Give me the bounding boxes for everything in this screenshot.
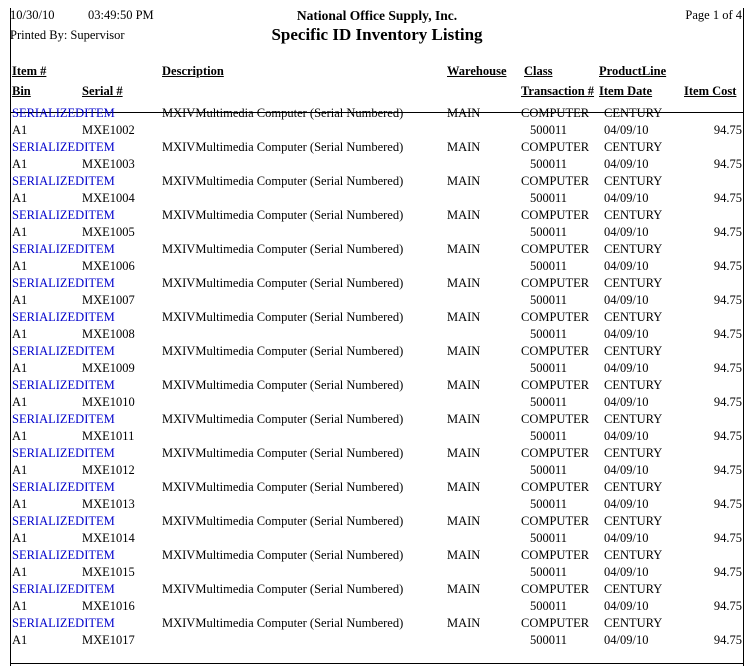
cell-item-date: 04/09/10 [604,633,649,647]
cell-bin: A1 [12,157,28,171]
cell-transaction: 500011 [530,259,568,273]
cell-transaction: 500011 [530,429,568,443]
cell-transaction: 500011 [530,633,568,647]
cell-class: COMPUTER [521,344,590,358]
cell-serial: MXE1010 [82,395,135,409]
cell-transaction: 500011 [530,191,568,205]
cell-item-date: 04/09/10 [604,293,649,307]
cell-item-cost: 94.75 [713,361,742,375]
cell-product-line: CENTURY [604,276,663,290]
cell-description: MXIVMultimedia Computer (Serial Numbered) [162,174,404,188]
left-border [10,8,11,666]
cell-item-date: 04/09/10 [604,361,649,375]
cell-bin: A1 [12,565,28,579]
cell-warehouse: MAIN [447,446,481,460]
cell-item-cost: 94.75 [713,259,742,273]
cell-bin: A1 [12,463,28,477]
cell-serial: MXE1013 [82,497,135,511]
cell-class: COMPUTER [521,582,590,596]
cell-warehouse: MAIN [447,276,481,290]
cell-warehouse: MAIN [447,242,481,256]
cell-item-date: 04/09/10 [604,259,649,273]
cell-item[interactable]: SERIALIZEDITEM [12,208,115,222]
cell-product-line: CENTURY [604,140,663,154]
cell-item-cost: 94.75 [713,327,742,341]
cell-warehouse: MAIN [447,208,481,222]
cell-product-line: CENTURY [604,446,663,460]
cell-bin: A1 [12,327,28,341]
cell-serial: MXE1016 [82,599,135,613]
cell-class: COMPUTER [521,548,590,562]
cell-item-cost: 94.75 [713,429,742,443]
cell-product-line: CENTURY [604,412,663,426]
table-row[interactable] [0,446,754,480]
cell-item-date: 04/09/10 [604,463,649,477]
cell-serial: MXE1005 [82,225,135,239]
cell-item-date: 04/09/10 [604,565,649,579]
cell-transaction: 500011 [530,327,568,341]
cell-bin: A1 [12,497,28,511]
cell-item-cost: 94.75 [713,293,742,307]
page-indicator: Page 1 of 4 [685,8,742,22]
cell-product-line: CENTURY [604,514,663,528]
cell-warehouse: MAIN [447,616,481,630]
cell-description: MXIVMultimedia Computer (Serial Numbered) [162,344,404,358]
column-headers [0,64,754,104]
cell-warehouse: MAIN [447,378,481,392]
cell-description: MXIVMultimedia Computer (Serial Numbered) [162,616,404,630]
cell-description: MXIVMultimedia Computer (Serial Numbered) [162,276,404,290]
cell-item-cost: 94.75 [713,225,742,239]
cell-item[interactable]: SERIALIZEDITEM [12,514,115,528]
cell-description: MXIVMultimedia Computer (Serial Numbered) [162,480,404,494]
cell-class: COMPUTER [521,208,590,222]
cell-item-date: 04/09/10 [604,327,649,341]
cell-item[interactable]: SERIALIZEDITEM [12,276,115,290]
cell-product-line: CENTURY [604,480,663,494]
cell-serial: MXE1008 [82,327,135,341]
cell-serial: MXE1009 [82,361,135,375]
cell-class: COMPUTER [521,174,590,188]
cell-bin: A1 [12,361,28,375]
cell-transaction: 500011 [530,531,568,545]
cell-class: COMPUTER [521,616,590,630]
cell-description: MXIVMultimedia Computer (Serial Numbered) [162,310,404,324]
cell-product-line: CENTURY [604,310,663,324]
column-header-serial: Serial # [82,84,123,98]
cell-item-date: 04/09/10 [604,191,649,205]
cell-class: COMPUTER [521,106,590,120]
cell-product-line: CENTURY [604,378,663,392]
cell-serial: MXE1017 [82,633,135,647]
cell-description: MXIVMultimedia Computer (Serial Numbered) [162,378,404,392]
cell-transaction: 500011 [530,157,568,171]
cell-product-line: CENTURY [604,548,663,562]
cell-item[interactable]: SERIALIZEDITEM [12,446,115,460]
cell-bin: A1 [12,531,28,545]
table-row[interactable] [0,582,754,616]
cell-warehouse: MAIN [447,480,481,494]
cell-warehouse: MAIN [447,412,481,426]
table-row[interactable] [0,140,754,174]
table-row[interactable] [0,480,754,514]
cell-warehouse: MAIN [447,344,481,358]
cell-warehouse: MAIN [447,174,481,188]
cell-product-line: CENTURY [604,208,663,222]
column-header-bin: Bin [12,84,31,98]
cell-description: MXIVMultimedia Computer (Serial Numbered) [162,106,404,120]
cell-product-line: CENTURY [604,174,663,188]
cell-item-date: 04/09/10 [604,599,649,613]
cell-bin: A1 [12,259,28,273]
report-header-second [0,25,754,50]
cell-serial: MXE1014 [82,531,135,545]
cell-item-date: 04/09/10 [604,225,649,239]
report-title: Specific ID Inventory Listing [271,25,483,44]
cell-transaction: 500011 [530,463,568,477]
cell-description: MXIVMultimedia Computer (Serial Numbered) [162,412,404,426]
cell-bin: A1 [12,293,28,307]
cell-item-cost: 94.75 [713,599,742,613]
cell-description: MXIVMultimedia Computer (Serial Numbered) [162,446,404,460]
cell-serial: MXE1004 [82,191,135,205]
cell-warehouse: MAIN [447,140,481,154]
cell-item-cost: 94.75 [713,565,742,579]
column-header-item-date: Item Date [599,84,653,98]
cell-product-line: CENTURY [604,106,663,120]
table-row[interactable] [0,344,754,378]
cell-transaction: 500011 [530,361,568,375]
cell-transaction: 500011 [530,599,568,613]
cell-item-cost: 94.75 [713,157,742,171]
cell-class: COMPUTER [521,446,590,460]
cell-class: COMPUTER [521,514,590,528]
cell-warehouse: MAIN [447,548,481,562]
cell-transaction: 500011 [530,293,568,307]
report-time: 03:49:50 PM [88,8,154,22]
cell-serial: MXE1015 [82,565,135,579]
column-header-class: Class [524,64,553,78]
table-row[interactable] [0,378,754,412]
cell-warehouse: MAIN [447,310,481,324]
cell-serial: MXE1011 [82,429,135,443]
table-row[interactable] [0,208,754,242]
cell-class: COMPUTER [521,378,590,392]
cell-item-date: 04/09/10 [604,157,649,171]
cell-serial: MXE1006 [82,259,135,273]
report-date: 10/30/10 [10,8,55,22]
printed-by: Printed By: Supervisor [10,28,125,42]
cell-item-cost: 94.75 [713,633,742,647]
cell-serial: MXE1007 [82,293,135,307]
cell-product-line: CENTURY [604,582,663,596]
cell-transaction: 500011 [530,497,568,511]
table-row[interactable] [0,616,754,650]
cell-bin: A1 [12,395,28,409]
report-page [0,8,754,666]
cell-item-cost: 94.75 [713,395,742,409]
table-row[interactable] [0,310,754,344]
cell-description: MXIVMultimedia Computer (Serial Numbered) [162,140,404,154]
cell-warehouse: MAIN [447,514,481,528]
report-rows [0,106,754,650]
table-row[interactable] [0,242,754,276]
cell-warehouse: MAIN [447,582,481,596]
cell-class: COMPUTER [521,242,590,256]
cell-transaction: 500011 [530,395,568,409]
cell-class: COMPUTER [521,310,590,324]
column-header-description: Description [162,64,224,78]
cell-description: MXIVMultimedia Computer (Serial Numbered) [162,514,404,528]
column-header-item: Item # [12,64,47,78]
cell-description: MXIVMultimedia Computer (Serial Numbered) [162,582,404,596]
cell-class: COMPUTER [521,412,590,426]
cell-item[interactable]: SERIALIZEDITEM [12,140,115,154]
cell-item[interactable]: SERIALIZEDITEM [12,480,115,494]
cell-class: COMPUTER [521,140,590,154]
cell-item-cost: 94.75 [713,123,742,137]
cell-item[interactable]: SERIALIZEDITEM [12,616,115,630]
cell-serial: MXE1002 [82,123,135,137]
column-header-product-line: ProductLine [599,64,667,78]
cell-item[interactable]: SERIALIZEDITEM [12,582,115,596]
column-header-item-cost: Item Cost [684,84,737,98]
table-row[interactable] [0,514,754,548]
cell-bin: A1 [12,123,28,137]
table-row[interactable] [0,548,754,582]
cell-item[interactable]: SERIALIZEDITEM [12,344,115,358]
cell-transaction: 500011 [530,123,568,137]
cell-item-cost: 94.75 [713,497,742,511]
cell-bin: A1 [12,429,28,443]
cell-item[interactable]: SERIALIZEDITEM [12,106,115,120]
cell-item-cost: 94.75 [713,531,742,545]
cell-description: MXIVMultimedia Computer (Serial Numbered) [162,242,404,256]
cell-serial: MXE1003 [82,157,135,171]
cell-item-date: 04/09/10 [604,429,649,443]
cell-serial: MXE1012 [82,463,135,477]
cell-class: COMPUTER [521,276,590,290]
cell-item[interactable]: SERIALIZEDITEM [12,412,115,426]
column-header-warehouse: Warehouse [447,64,507,78]
company-name: National Office Supply, Inc. [296,8,458,23]
cell-item-date: 04/09/10 [604,395,649,409]
cell-product-line: CENTURY [604,616,663,630]
cell-description: MXIVMultimedia Computer (Serial Numbered) [162,548,404,562]
cell-item[interactable]: SERIALIZEDITEM [12,174,115,188]
cell-bin: A1 [12,225,28,239]
table-row[interactable] [0,412,754,446]
cell-item-cost: 94.75 [713,191,742,205]
table-row[interactable] [0,106,754,140]
cell-class: COMPUTER [521,480,590,494]
cell-bin: A1 [12,633,28,647]
cell-transaction: 500011 [530,565,568,579]
cell-description: MXIVMultimedia Computer (Serial Numbered) [162,208,404,222]
cell-bin: A1 [12,599,28,613]
cell-item-date: 04/09/10 [604,531,649,545]
cell-item[interactable]: SERIALIZEDITEM [12,378,115,392]
table-row[interactable] [0,276,754,310]
table-row[interactable] [0,174,754,208]
cell-item-cost: 94.75 [713,463,742,477]
cell-item[interactable]: SERIALIZEDITEM [12,310,115,324]
cell-warehouse: MAIN [447,106,481,120]
cell-item-date: 04/09/10 [604,123,649,137]
cell-product-line: CENTURY [604,242,663,256]
cell-product-line: CENTURY [604,344,663,358]
right-border [743,8,744,666]
cell-bin: A1 [12,191,28,205]
cell-item[interactable]: SERIALIZEDITEM [12,242,115,256]
cell-item[interactable]: SERIALIZEDITEM [12,548,115,562]
column-header-transaction: Transaction # [521,84,595,98]
cell-item-date: 04/09/10 [604,497,649,511]
bottom-divider [10,663,744,664]
cell-transaction: 500011 [530,225,568,239]
